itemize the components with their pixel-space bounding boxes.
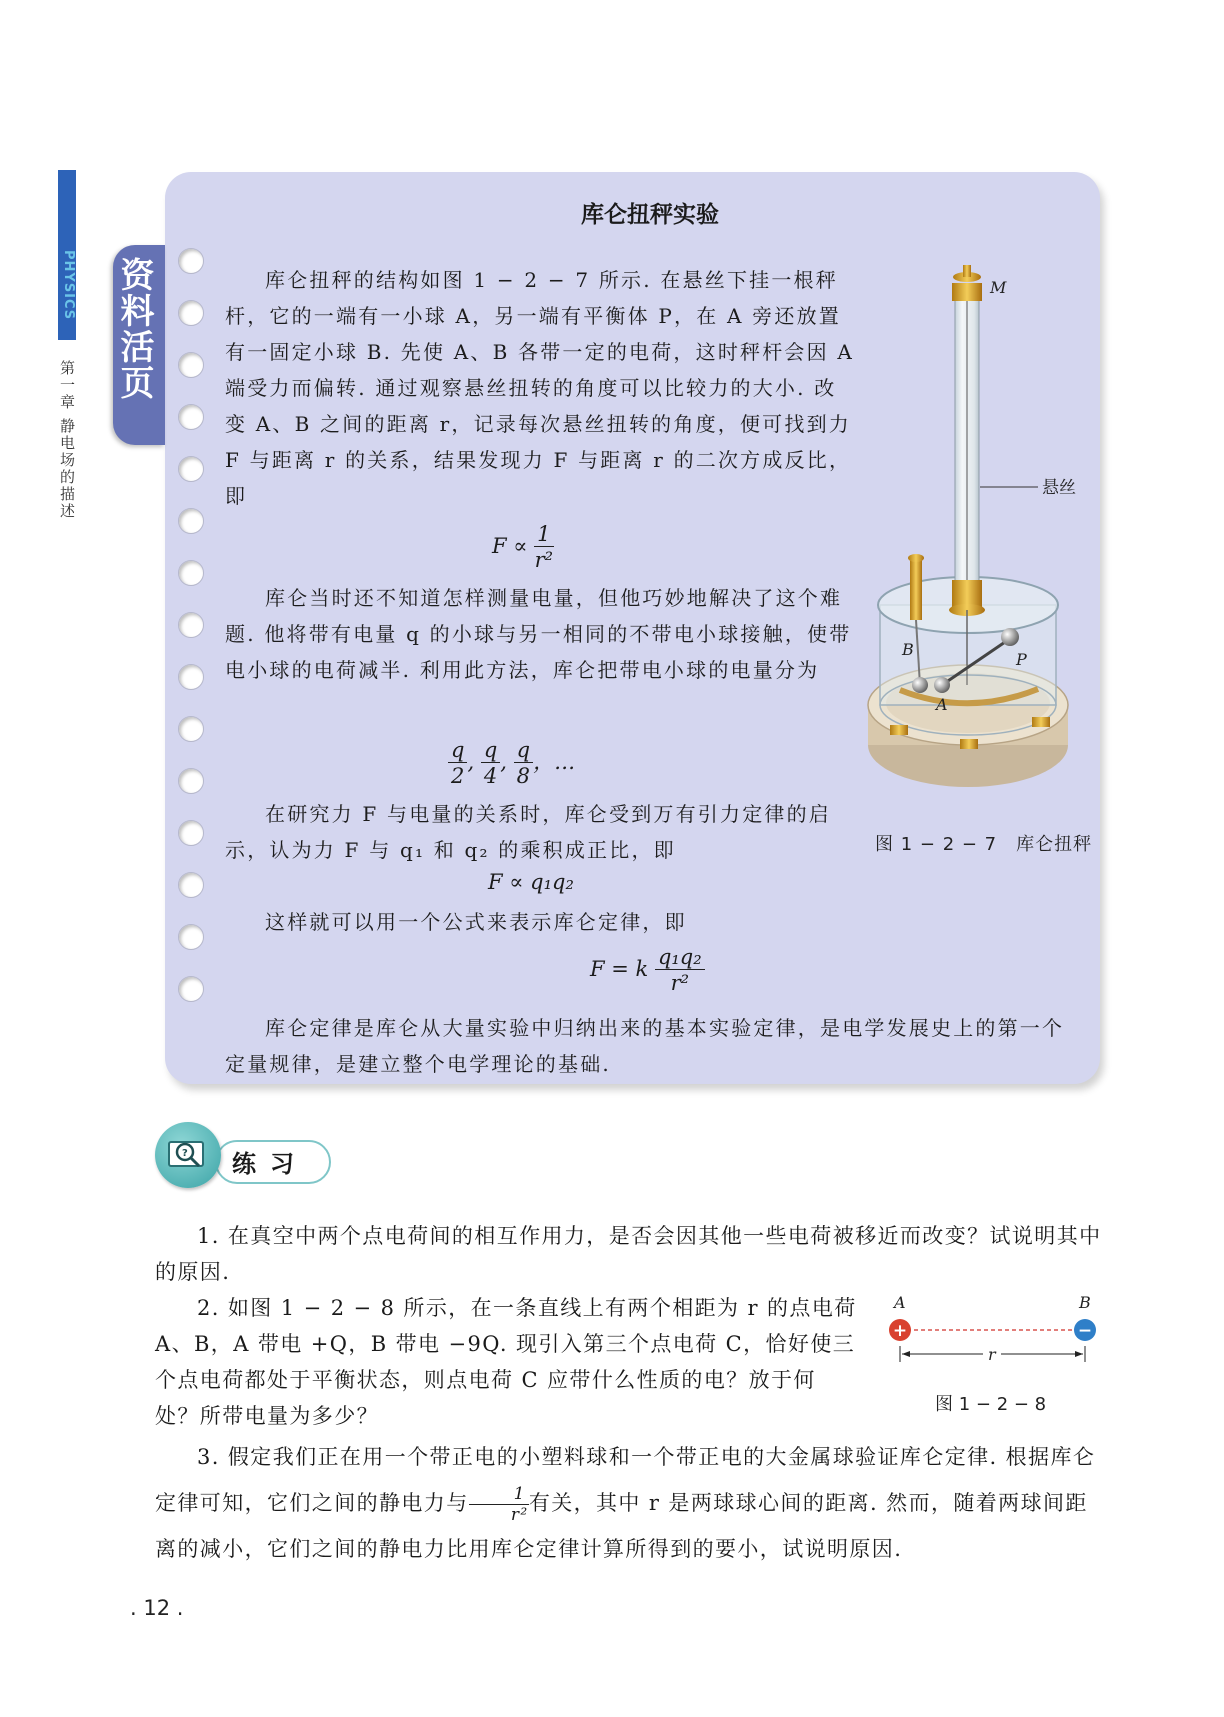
binder-hole xyxy=(178,404,204,430)
paragraph-4: 这样就可以用一个公式来表示库仑定律，即 xyxy=(265,910,687,934)
label-r: r xyxy=(988,1345,996,1364)
formula-product: F ∝ q₁q₂ xyxy=(488,870,574,894)
label-b: B xyxy=(902,640,914,659)
card-title: 库仑扭秤实验 xyxy=(581,202,719,228)
resource-tab xyxy=(113,245,165,445)
binder-hole xyxy=(178,612,204,638)
label-m: M xyxy=(990,278,1007,297)
fraction: $\frac{q}{8}$ xyxy=(514,738,533,789)
figure-8-caption: 图 1 − 2 − 8 xyxy=(935,1394,1047,1415)
exercise-title: 练习 xyxy=(232,1150,308,1178)
binder-hole xyxy=(178,248,204,274)
point-charges-figure xyxy=(880,1290,1105,1380)
binder-hole xyxy=(178,352,204,378)
binder-hole xyxy=(178,872,204,898)
binder-hole xyxy=(178,508,204,534)
resource-tab-label: 资料活页 xyxy=(114,257,154,401)
torsion-balance-figure xyxy=(860,265,1100,820)
exercise-1: 1. 在真空中两个点电荷间的相互作用力，是否会因其他一些电荷被移近而改变？试说明其中的原因. xyxy=(155,1224,1102,1284)
paragraph-5: 库仑定律是库仑从大量实验中归纳出来的基本实验定律，是电学发展史上的第一个定量规律，是建立整个电学理论的基础. xyxy=(225,1016,1065,1076)
paragraph-2: 库仑当时还不知道怎样测量电量，但他巧妙地解决了这个难题. 他将带有电量 q 的小球与另一相同的不带电小球接触，使带电小球的电荷减半. 利用此方法，库仑把带电小球的电量分为 xyxy=(225,586,852,682)
fraction: $\frac{1}{\text{r²}}$ xyxy=(534,522,554,572)
binder-hole xyxy=(178,716,204,742)
magnifier-book-icon xyxy=(155,1122,221,1188)
exercise-icon-circle xyxy=(155,1122,221,1188)
exercise-2: 2. 如图 1 − 2 − 8 所示，在一条直线上有两个相距为 r 的点电荷 A、B，A 带电 +Q，B 带电 −9Q. 现引入第三个点电荷 C，恰好使三个点电荷都处于平衡状态，则点电荷 C 应带什么性质的电？放于何处？所带电量为多少？ xyxy=(155,1296,857,1428)
label-p: P xyxy=(1016,650,1027,669)
fraction: $\frac{q}{4}$ xyxy=(481,738,500,789)
exercise-3: 3. 假定我们正在用一个带正电的小塑料球和一个带正电的大金属球验证库仑定律. 根据库仑定律可知，它们之间的静电力与 $\frac{1}{\text{r²}}$ 有关，其中 r 是两球球心间的距离. 然而，随着两球间距离的减小，它们之间的静电力比用库仑定律计算所得到的要小，试说明原因. xyxy=(155,1445,1096,1561)
physics-side-tab xyxy=(58,170,76,340)
fraction: $\frac{1}{\text{r²}}$ xyxy=(469,1484,529,1525)
plus-sign: + xyxy=(892,1321,908,1341)
chapter-label: 第一章 静电场的描述 xyxy=(58,360,76,520)
binder-hole xyxy=(178,300,204,326)
formula-charges: $\frac{q}{2}$ , $\frac{q}{4}$ , $\frac{q}{8}$ ，… xyxy=(448,738,575,789)
physics-label: PHYSICS xyxy=(61,250,76,321)
binder-hole xyxy=(178,456,204,482)
figure-7-caption: 图 1 − 2 − 7 库仑扭秤 xyxy=(875,834,1093,855)
minus-sign: − xyxy=(1077,1321,1093,1341)
binder-hole xyxy=(178,560,204,586)
label-b: B xyxy=(1079,1293,1091,1312)
svg-text:?: ? xyxy=(182,1148,188,1159)
binder-hole xyxy=(178,976,204,1002)
page-number: . 12 . xyxy=(130,1596,184,1620)
binder-hole xyxy=(178,924,204,950)
formula-inverse-square: F ∝ $\frac{1}{\text{r²}}$ xyxy=(492,522,554,572)
formula-coulomb: F = k $\frac{\text{q₁q₂}}{\text{r²}}$ xyxy=(590,945,705,996)
label-a: A xyxy=(936,695,948,714)
label-wire: 悬丝 xyxy=(1042,478,1076,498)
label-a: A xyxy=(894,1293,906,1312)
paragraph-1: 库仑扭秤的结构如图 1 − 2 − 7 所示. 在悬丝下挂一根秤杆，它的一端有一小球 A，另一端有平衡体 P，在 A 旁还放置有一固定小球 B. 先使 A、B 各带一定的电荷，这时秤杆会因 A 端受力而偏转. 通过观察悬丝扭转的角度可以比较力的大小. 改变 A、B 之间的距离 r，记录每次悬丝扭转的角度，便可找到力 F 与距离 r 的关系，结果发现力 F 与距离 r 的二次方成反比，即 xyxy=(225,268,855,508)
binder-hole xyxy=(178,768,204,794)
binder-hole xyxy=(178,820,204,846)
fraction: $\frac{\text{q₁q₂}}{\text{r²}}$ xyxy=(655,945,705,996)
binder-hole xyxy=(178,664,204,690)
fraction: $\frac{q}{2}$ xyxy=(448,738,467,789)
paragraph-3: 在研究力 F 与电量的关系时，库仑受到万有引力定律的启示，认为力 F 与 q₁ 和 q₂ 的乘积成正比，即 xyxy=(225,802,831,862)
